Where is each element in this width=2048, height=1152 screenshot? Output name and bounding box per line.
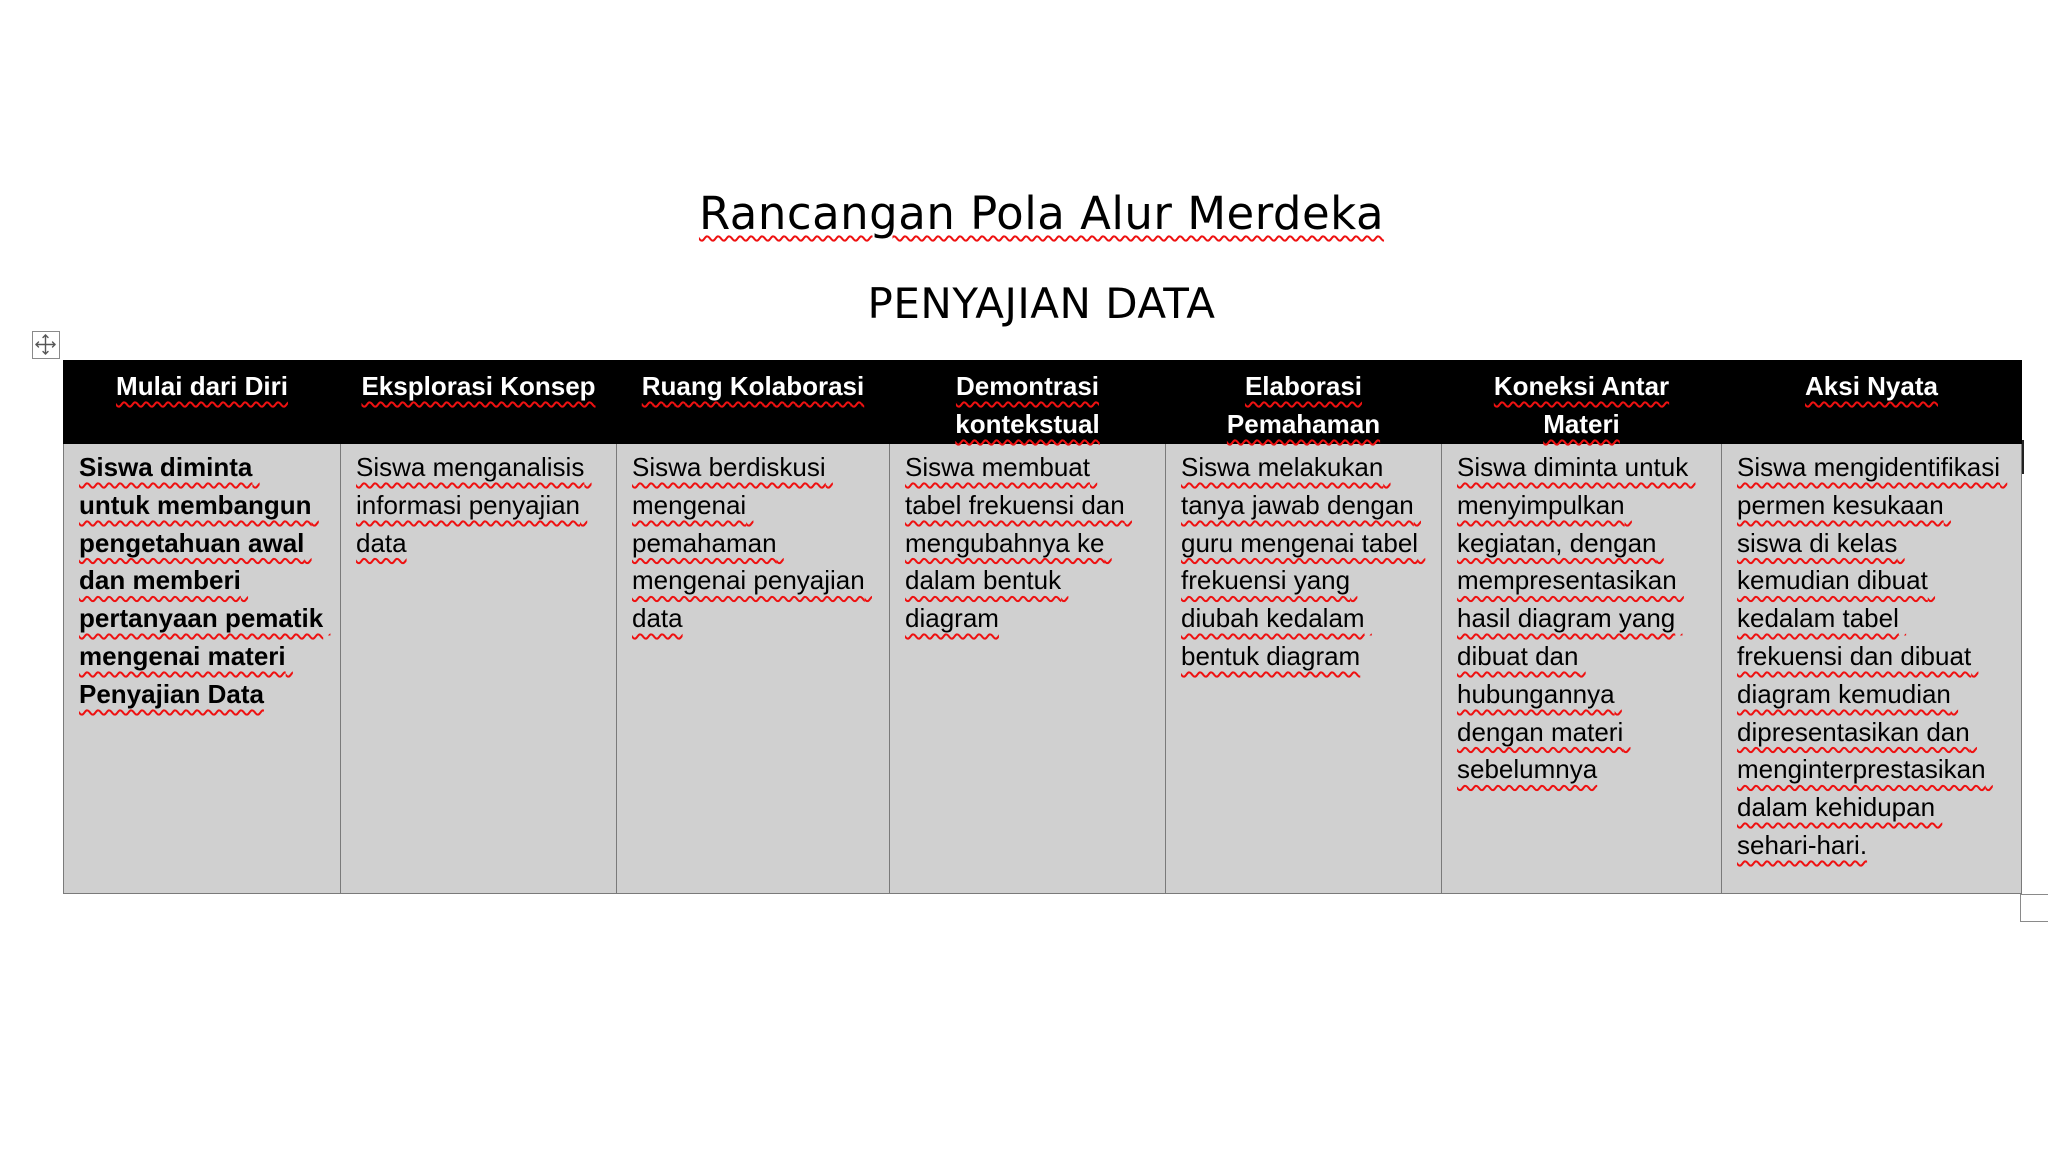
document-subtitle: PENYAJIAN DATA <box>867 279 1216 328</box>
cell-elaborasi-pemahaman[interactable]: Siswa melakukan tanya jawab dengan guru mengenai tabel frekuensi yang diubah kedalam bentuk diagram <box>1166 444 1442 894</box>
table-header-row <box>64 361 2022 444</box>
header-ruang-kolaborasi[interactable]: Ruang Kolaborasi <box>617 361 890 444</box>
document-title-word-1: Rancangan Pola Alur Merdeka <box>698 187 1385 240</box>
header-koneksi-antar-materi[interactable]: Koneksi Antar Materi <box>1442 361 1722 444</box>
flow-table <box>63 360 2022 894</box>
cell-eksplorasi-konsep[interactable]: Siswa menganalisis informasi penyajian data <box>341 444 617 894</box>
header-aksi-nyata[interactable]: Aksi Nyata <box>1722 361 2022 444</box>
header-eksplorasi-konsep[interactable]: Eksplorasi Konsep <box>341 361 617 444</box>
cell-ruang-kolaborasi[interactable]: Siswa berdiskusi mengenai pemahaman mengenai penyajian data <box>617 444 890 894</box>
header-elaborasi-pemahaman[interactable]: Elaborasi Pemahaman <box>1166 361 1442 444</box>
header-mulai-dari-diri[interactable]: Mulai dari Diri <box>64 361 341 444</box>
header-demontrasi-kontekstual[interactable]: Demontrasi kontekstual <box>890 361 1166 444</box>
text-cursor <box>2022 440 2024 474</box>
cell-koneksi-antar-materi[interactable]: Siswa diminta untuk menyimpulkan kegiatan, dengan mempresentasikan hasil diagram yang dibuat dan hubungannya dengan materi sebelumnya <box>1442 444 1722 894</box>
cell-aksi-nyata[interactable]: Siswa mengidentifikasi permen kesukaan siswa di kelas kemudian dibuat kedalam tabel frekuensi dan dibuat diagram kemudian dipresentasikan dan menginterprestasikan dalam kehidupan sehari-hari. <box>1722 444 2022 894</box>
document-title <box>0 184 2048 244</box>
resize-handle-icon[interactable] <box>2020 894 2048 922</box>
move-arrows-icon <box>33 332 58 357</box>
cell-demontrasi-kontekstual[interactable]: Siswa membuat tabel frekuensi dan mengubahnya ke dalam bentuk diagram <box>890 444 1166 894</box>
table-row <box>64 444 2022 894</box>
table-move-handle[interactable] <box>32 331 60 359</box>
cell-mulai-dari-diri[interactable]: Siswa diminta untuk membangun pengetahuan awal dan memberi pertanyaan pematik mengenai materi Penyajian Data <box>64 444 341 894</box>
